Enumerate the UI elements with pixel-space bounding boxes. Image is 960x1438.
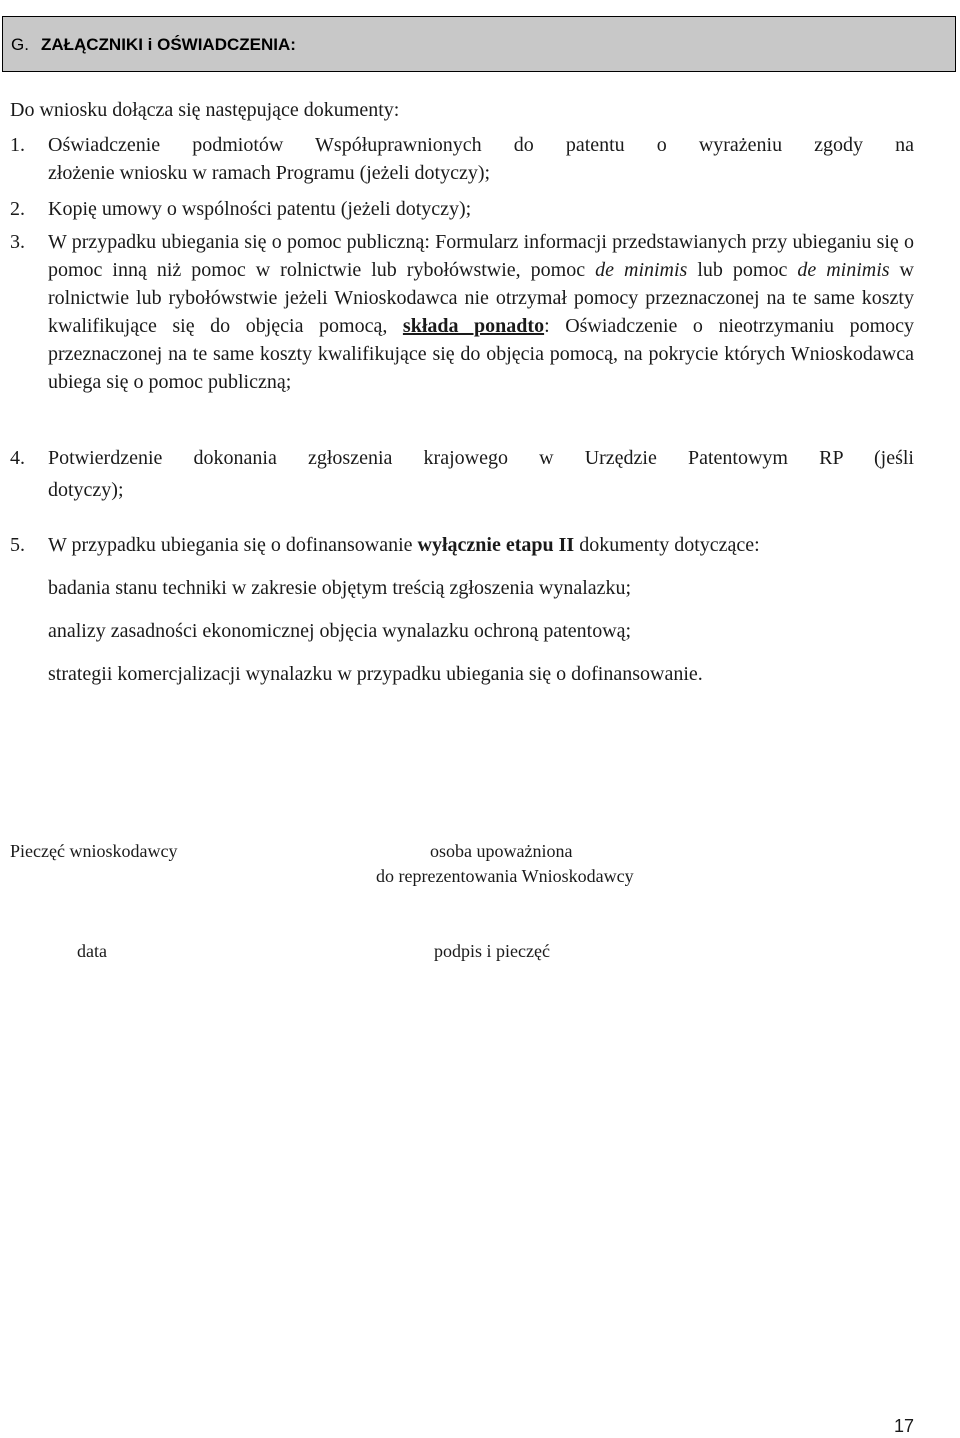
- list-item-4: [10, 444, 914, 504]
- item-text-line: Oświadczenie podmiotów Współuprawnionych do patentu o wyrażeniu zgody na: [48, 134, 914, 156]
- list-item-1: [10, 131, 914, 187]
- item-number: 1.: [10, 134, 25, 156]
- section-header: [2, 16, 956, 72]
- item-number: 2.: [10, 198, 25, 220]
- list-item-5: [10, 531, 914, 559]
- item-text: W przypadku ubiegania się o pomoc publiczną: Formularz informacji przedstawianych przy ubieganiu się o pomoc inną niż pomoc w rolnictwie lub rybołówstwie, pomoc de minimis lub pomoc de minimis w rolnictwie lub rybołówstwie jeżeli Wnioskodawca nie otrzymał pomocy przeznaczonej na te same koszty kwalifikujące się do objęcia pomocą, składa ponadto: Oświadczenie o nieotrzymaniu pomocy przeznaczonej na te same koszty kwalifikujące się do objęcia pomocą, na pokrycie których Wnioskodawca ubiega się o pomoc publiczną;: [48, 231, 915, 393]
- sub-item: analizy zasadności ekonomicznej objęcia wynalazku ochroną patentową;: [48, 620, 632, 642]
- date-label: data: [77, 941, 107, 961]
- item-number: 4.: [10, 447, 25, 469]
- authorized-person-label-2: do reprezentowania Wnioskodawcy: [376, 866, 634, 886]
- sub-item: badania stanu techniki w zakresie objętym treścią zgłoszenia wynalazku;: [48, 577, 632, 599]
- page-number: 17: [893, 1416, 914, 1436]
- item-text: Kopię umowy o wspólności patentu (jeżeli dotyczy);: [48, 198, 472, 220]
- item-number: 3.: [10, 231, 25, 253]
- authorized-person-label: osoba upoważniona: [430, 841, 573, 861]
- emphasis: de minimis: [595, 259, 688, 281]
- list-item-3: [10, 228, 914, 396]
- emphasis: de minimis: [797, 259, 890, 281]
- item-text: W przypadku ubiegania się o dofinansowanie wyłącznie etapu II dokumenty dotyczące:: [48, 534, 760, 556]
- item-number: 5.: [10, 534, 25, 556]
- item-text-line: złożenie wniosku w ramach Programu (jeżeli dotyczy);: [48, 162, 491, 184]
- signature-label: podpis i pieczęć: [434, 941, 550, 961]
- item-text-line: Potwierdzenie dokonania zgłoszenia krajowego w Urzędzie Patentowym RP (jeśli: [48, 447, 914, 469]
- emphasis-underlined: składa ponadto: [402, 315, 545, 337]
- intro-text: Do wniosku dołącza się następujące dokumenty:: [10, 99, 400, 121]
- emphasis: wyłącznie etapu II: [417, 534, 575, 556]
- item-text-line: dotyczy);: [48, 479, 124, 501]
- stamp-label: Pieczęć wnioskodawcy: [10, 841, 178, 861]
- list-item-2: [10, 195, 914, 223]
- section-title: ZAŁĄCZNIKI i OŚWIADCZENIA:: [40, 35, 296, 54]
- section-letter: G.: [11, 35, 29, 54]
- sub-item: strategii komercjalizacji wynalazku w przypadku ubiegania się o dofinansowanie.: [48, 663, 703, 685]
